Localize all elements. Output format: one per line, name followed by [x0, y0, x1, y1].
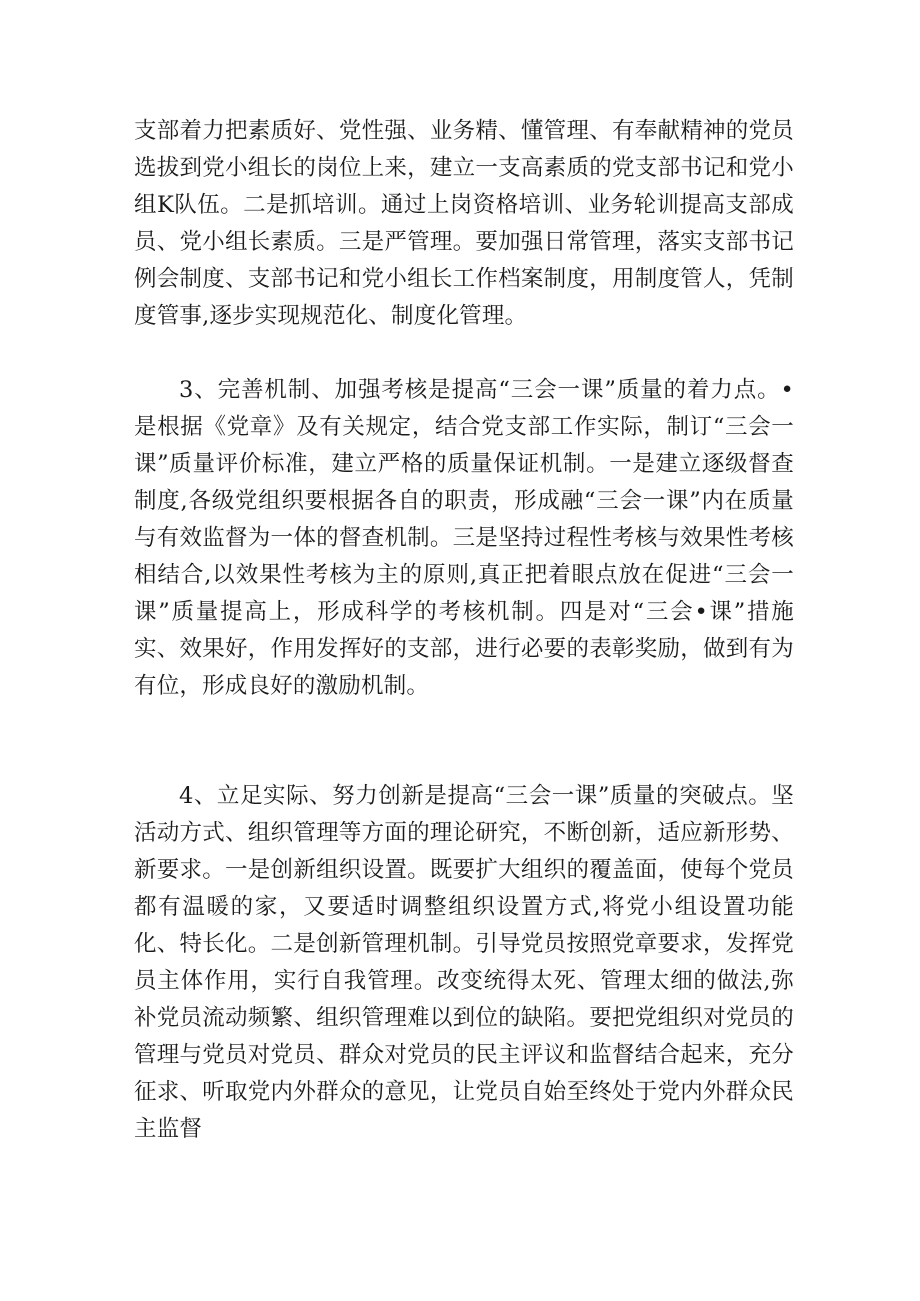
paragraph-2: 3、完善机制、加强考核是提高“三会一课”质量的着力点。•是根据《党章》及有关规定，结合党支部工作实际，制订“三会一课”质量评价标准，建立严格的质量保证机制。一是建立逐级督查制度,各级党组织要根据各自的职责，形成融“三会一课”内在质量与有效监督为一体的督查机制。三是坚持过程性考核与效果性考核相结合,以效果性考核为主的原则,真正把着眼点放在促进“三会一课”质量提高上，形成科学的考核机制。四是对“三会•课”措施实、效果好，作用发挥好的支部，进行必要的表彰奖励，做到有为有位，形成良好的激励机制。 [134, 377, 794, 699]
paragraph-3: 4、立足实际、努力创新是提高“三会一课”质量的突破点。坚活动方式、组织管理等方面的理论研究，不断创新，适应新形势、新要求。一是创新组织设置。既要扩大组织的覆盖面，使每个党员都有温暖的家，又要适时调整组织设置方式,将党小组设置功能化、特长化。二是创新管理机制。引导党员按照党章要求，发挥党员主体作用，实行自我管理。改变统得太死、管理太细的做法,弥补党员流动频繁、组织管理难以到位的缺陷。要把党组织对党员的管理与党员对党员、群众对党员的民主评议和监督结合起来，充分征求、听取党内外群众的意见，让党员自始至终处于党内外群众民主监督 [134, 783, 794, 1142]
paragraph-1: 支部着力把素质好、党性强、业务精、懂管理、有奉献精神的党员选拔到党小组长的岗位上来，建立一支高素质的党支部书记和党小组K队伍。二是抓培训。通过上岗资格培训、业务轮训提高支部成员、党小组长素质。三是严管理。要加强日常管理，落实支部书记例会制度、支部书记和党小组长工作档案制度，用制度管人，凭制度管事,逐步实现规范化、制度化管理。 [134, 118, 794, 329]
